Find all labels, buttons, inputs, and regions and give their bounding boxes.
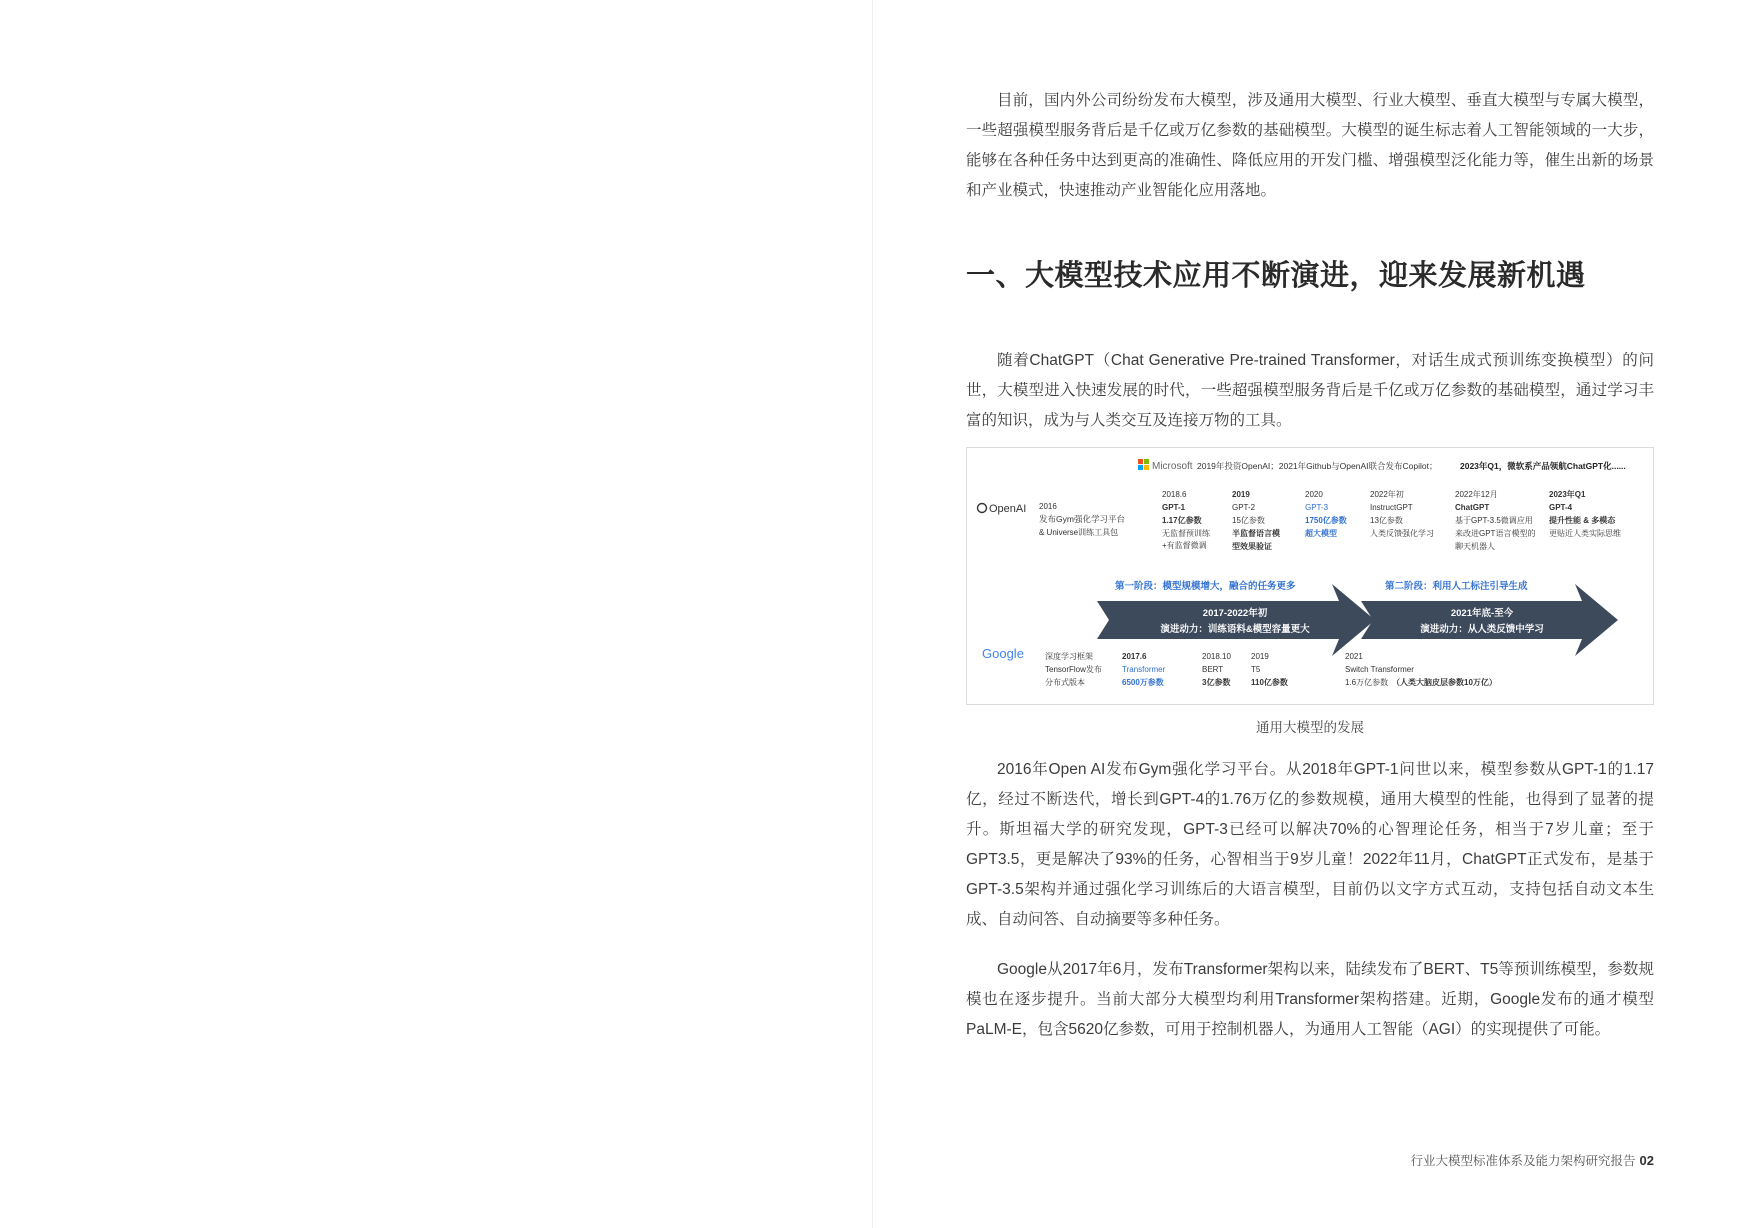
stage-1-arrow [1097,584,1375,656]
stage-2-driver: 演进动力：从人类反馈中学习 [1420,624,1544,635]
svg-text:无监督预训练: 无监督预训练 [1162,529,1210,538]
svg-text:3亿参数: 3亿参数 [1202,678,1231,687]
timeline-diagram [967,448,1653,704]
svg-text:2020: 2020 [1305,490,1323,499]
svg-text:半监督语言模: 半监督语言模 [1232,529,1280,538]
svg-text:深度学习框架: 深度学习框架 [1045,652,1093,661]
stage-1-label: 第一阶段：模型规模增大，融合的任务更多 [1115,581,1296,592]
stage-2-period: 2021年底-至今 [1450,608,1514,619]
page-footer [1411,1151,1654,1169]
svg-text:+有监督微调: +有监督微调 [1162,541,1207,550]
svg-text:聊天机器人: 聊天机器人 [1455,542,1495,551]
svg-text:ChatGPT: ChatGPT [1455,503,1490,512]
microsoft-highlight: 2023年Q1，微软系产品领航ChatGPT化...... [1460,461,1626,471]
svg-text:提升性能 & 多模态: 提升性能 & 多模态 [1549,516,1616,525]
svg-text:分布式版本: 分布式版本 [1045,678,1085,687]
google-entry-bert [1202,652,1231,687]
stage-2-arrow [1361,584,1618,656]
model-development-figure [966,447,1654,705]
svg-text:15亿参数: 15亿参数 [1232,516,1265,525]
svg-text:1750亿参数: 1750亿参数 [1305,516,1347,525]
svg-text:Switch Transformer: Switch Transformer [1345,665,1414,674]
svg-text:2021: 2021 [1345,652,1363,661]
microsoft-text: 2019年投资OpenAI；2021年Github与OpenAI联合发布Copilot； [1197,461,1438,471]
svg-text:Transformer: Transformer [1122,665,1166,674]
svg-text:GPT-2: GPT-2 [1232,503,1256,512]
svg-text:发布Gym强化学习平台: 发布Gym强化学习平台 [1039,514,1125,524]
openai-entry-gpt2 [1232,490,1281,551]
svg-text:TensorFlow发布: TensorFlow发布 [1045,665,1102,674]
svg-text:来改进GPT语言模型的: 来改进GPT语言模型的 [1455,529,1536,538]
svg-text:GPT-3: GPT-3 [1305,503,1329,512]
svg-text:2017.6: 2017.6 [1122,652,1147,661]
openai-entry-2016 [1039,502,1125,537]
svg-text:2018.10: 2018.10 [1202,652,1231,661]
svg-text:110亿参数: 110亿参数 [1251,678,1288,687]
svg-text:基于GPT-3.5微调应用: 基于GPT-3.5微调应用 [1455,516,1533,525]
stage-2-label: 第二阶段：利用人工标注引导生成 [1385,581,1528,592]
svg-text:BERT: BERT [1202,665,1224,674]
svg-text:人类反馈强化学习: 人类反馈强化学习 [1370,529,1434,538]
section-heading: 一、大模型技术应用不断演进，迎来发展新机遇 [966,260,1586,292]
microsoft-label: Microsoft [1152,461,1193,472]
svg-text:6500万参数: 6500万参数 [1122,678,1164,687]
google-logo: Google [982,646,1024,661]
ms-square-blue [1138,465,1143,470]
google-entry-switch-transformer [1345,652,1497,687]
spread-divider [872,0,873,1228]
ms-square-red [1138,459,1143,464]
openai-entry-gpt3 [1305,490,1347,538]
google-entry-transformer [1122,652,1166,687]
document-page [966,0,1654,1228]
svg-text:2023年Q1: 2023年Q1 [1549,490,1586,499]
svg-text:型效果验证: 型效果验证 [1232,542,1272,551]
svg-text:2019: 2019 [1232,490,1250,499]
svg-text:InstructGPT: InstructGPT [1370,503,1413,512]
svg-text:1.17亿参数: 1.17亿参数 [1162,516,1202,525]
svg-text:2019: 2019 [1251,652,1269,661]
ms-square-green [1144,459,1149,464]
google-entry-tensorflow [1045,651,1102,687]
microsoft-logo [1138,459,1193,472]
openai-entry-instructgpt [1370,489,1434,538]
svg-text:（人类大脑皮层参数10万亿）: （人类大脑皮层参数10万亿） [1392,678,1497,687]
svg-text:GPT-4: GPT-4 [1549,503,1573,512]
stage-1-driver: 演进动力：训练语料&模型容量更大 [1160,624,1310,635]
svg-text:& Universe训练工具包: & Universe训练工具包 [1039,528,1119,537]
svg-text:更贴近人类实际思维: 更贴近人类实际思维 [1549,529,1621,538]
figure-caption: 通用大模型的发展 [1256,720,1364,735]
google-paragraph: Google从2017年6月，发布Transformer架构以来，陆续发布了BERT、T5等预训练模型，参数规模也在逐步提升。当前大部分大模型均利用Transformer架构搭建。近期，Google发布的通才模型PaLM-E，包含5620亿参数，可用于控制机器人，为通用人工智能（AGI）的实现提供了可能。 [966,961,1654,1038]
svg-text:2022年初: 2022年初 [1370,490,1404,499]
google-entry-t5 [1251,652,1288,687]
openai-paragraph: 2016年Open AI发布Gym强化学习平台。从2018年GPT-1问世以来，模型参数从GPT-1的1.17亿，经过不断迭代，增长到GPT-4的1.76万亿的参数规模，通用大模型的性能，也得到了显著的提升。斯坦福大学的研究发现，GPT-3已经可以解决70%的心智理论任务，相当于7岁儿童；至于GPT3.5，更是解决了93%的任务，心智相当于9岁儿童！2022年11月，ChatGPT正式发布，是基于GPT-3.5架构并通过强化学习训练后的大语言模型，目前仍以文字方式互动，支持包括自动文本生成、自动问答、自动摘要等多种任务。 [966,761,1654,928]
svg-text:超大模型: 超大模型 [1305,529,1337,538]
svg-text:2022年12月: 2022年12月 [1455,490,1498,499]
page-number: 02 [1639,1153,1654,1168]
intro-paragraph: 目前，国内外公司纷纷发布大模型，涉及通用大模型、行业大模型、垂直大模型与专属大模型，一些超强模型服务背后是千亿或万亿参数的基础模型。大模型的诞生标志着人工智能领域的一大步，能够在各种任务中达到更高的准确性、降低应用的开发门槛、增强模型泛化能力等，催生出新的场景和产业模式，快速推动产业智能化应用落地。 [966,92,1654,199]
ms-square-yellow [1144,465,1149,470]
stage-1-period: 2017-2022年初 [1202,608,1268,619]
footer-title: 行业大模型标准体系及能力架构研究报告 [1410,1154,1636,1168]
openai-logo [978,503,1027,515]
svg-text:2016: 2016 [1039,502,1057,511]
svg-text:13亿参数: 13亿参数 [1370,516,1403,525]
chatgpt-paragraph: 随着ChatGPT（Chat Generative Pre-trained Transformer，对话生成式预训练变换模型）的问世，大模型进入快速发展的时代，一些超强模型服务背后是千亿或万亿参数的基础模型，通过学习丰富的知识，成为与人类交互及连接万物的工具。 [966,352,1654,429]
openai-label: OpenAI [989,503,1027,515]
svg-text:GPT-1: GPT-1 [1162,503,1186,512]
svg-text:T5: T5 [1251,665,1261,674]
svg-text:1.6万亿参数: 1.6万亿参数 [1345,678,1389,687]
svg-text:2018.6: 2018.6 [1162,490,1187,499]
openai-entry-gpt1 [1162,490,1211,550]
openai-entry-chatgpt [1455,489,1535,551]
openai-entry-gpt4 [1549,489,1621,538]
